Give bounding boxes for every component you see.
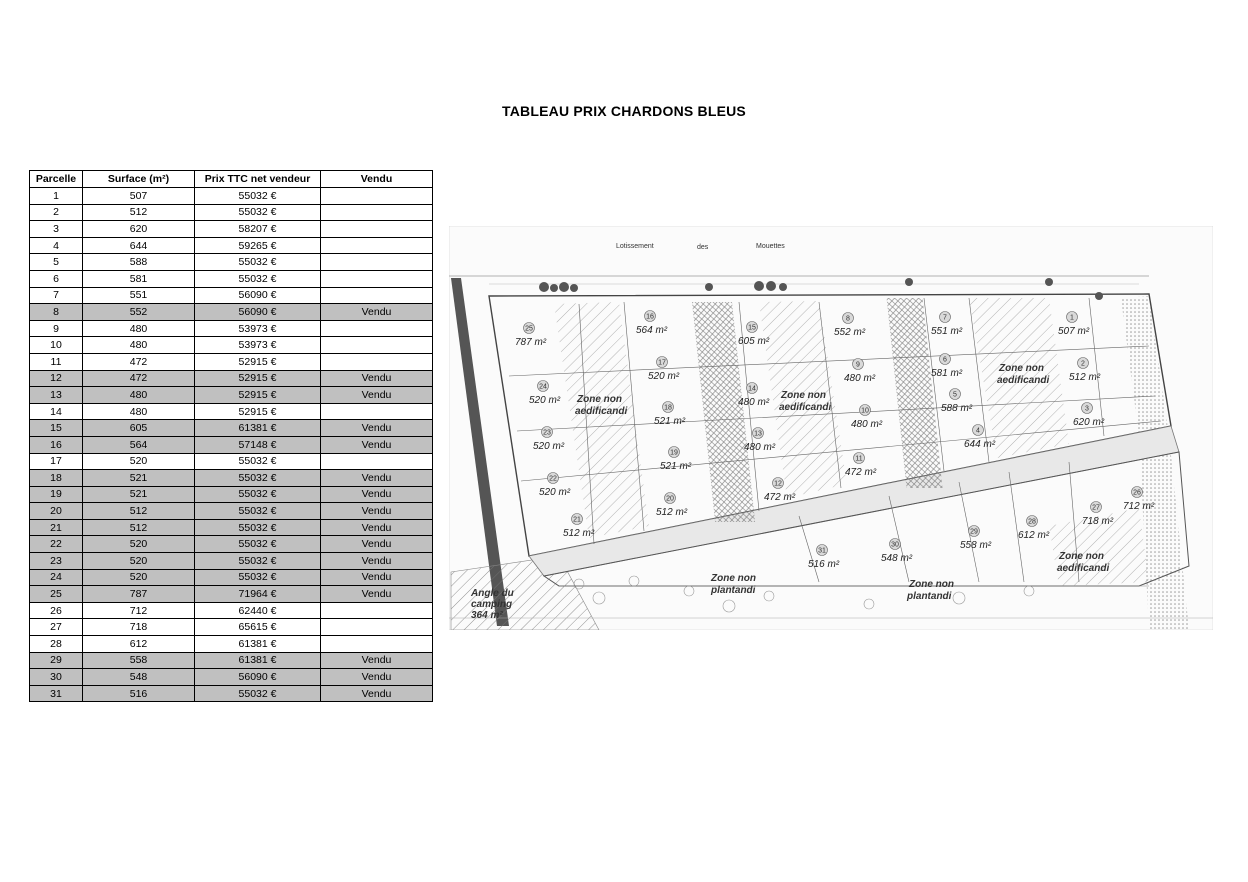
lot-area: 718 m² (1082, 516, 1114, 527)
cell-vendu: Vendu (321, 370, 433, 387)
cell-surface: 644 (83, 237, 195, 254)
cell-surface: 551 (83, 287, 195, 304)
cell-vendu: Vendu (321, 536, 433, 553)
cell-prix: 55032 € (195, 553, 321, 570)
cell-vendu (321, 254, 433, 271)
lot-area: 512 m² (1069, 372, 1101, 383)
cell-prix: 61381 € (195, 652, 321, 669)
cell-vendu (321, 237, 433, 254)
lot-area: 472 m² (845, 467, 877, 478)
cell-surface: 787 (83, 586, 195, 603)
table-row (30, 287, 433, 304)
cell-parcelle: 16 (30, 436, 83, 453)
cell-surface: 520 (83, 569, 195, 586)
cell-vendu (321, 403, 433, 420)
cell-surface: 472 (83, 353, 195, 370)
table-row (30, 685, 433, 702)
table-row (30, 420, 433, 437)
lot-number: 22 (549, 475, 557, 483)
cell-vendu (321, 221, 433, 238)
lot-number: 30 (891, 541, 899, 549)
cell-prix: 55032 € (195, 453, 321, 470)
cell-prix: 71964 € (195, 586, 321, 603)
lot-area: 521 m² (660, 461, 692, 472)
cell-vendu: Vendu (321, 420, 433, 437)
cell-vendu (321, 453, 433, 470)
cell-vendu (321, 337, 433, 354)
lot-number: 8 (846, 315, 850, 323)
lot-area: 551 m² (931, 326, 963, 337)
cell-surface: 605 (83, 420, 195, 437)
plan-header-word: des (697, 244, 709, 251)
lot-number: 3 (1085, 405, 1089, 413)
lot-area: 520 m² (529, 395, 561, 406)
lot-number: 9 (856, 361, 860, 369)
zone-non-aedificandi-label (1057, 551, 1109, 574)
lot-area: 512 m² (656, 507, 688, 518)
cell-vendu: Vendu (321, 304, 433, 321)
table-row (30, 569, 433, 586)
table-row (30, 237, 433, 254)
lot-area: 480 m² (844, 373, 876, 384)
cell-vendu: Vendu (321, 569, 433, 586)
cell-parcelle: 7 (30, 287, 83, 304)
cell-prix: 55032 € (195, 204, 321, 221)
cell-prix: 55032 € (195, 470, 321, 487)
lot-number: 18 (664, 404, 672, 412)
lot-area: 548 m² (881, 553, 913, 564)
cell-parcelle: 22 (30, 536, 83, 553)
table-row (30, 337, 433, 354)
lot-number: 17 (658, 359, 666, 367)
cell-prix: 55032 € (195, 569, 321, 586)
cell-prix: 55032 € (195, 503, 321, 520)
cell-prix: 56090 € (195, 669, 321, 686)
lot-number: 21 (573, 516, 581, 524)
cell-vendu: Vendu (321, 436, 433, 453)
cell-parcelle: 10 (30, 337, 83, 354)
plan-header-word: Mouettes (756, 243, 785, 250)
svg-text:camping: camping (471, 599, 513, 610)
cell-parcelle: 25 (30, 586, 83, 603)
svg-text:Zone non: Zone non (711, 573, 756, 584)
cell-vendu (321, 287, 433, 304)
plan-header-word: Lotissement (616, 243, 654, 250)
lot-number: 16 (646, 313, 654, 321)
lot-number: 11 (855, 455, 863, 463)
lot-number: 7 (943, 314, 947, 322)
lot-area: 787 m² (515, 337, 547, 348)
lot-area: 507 m² (1058, 326, 1090, 337)
cell-vendu (321, 270, 433, 287)
cell-prix: 58207 € (195, 221, 321, 238)
table-row (30, 486, 433, 503)
cell-surface: 512 (83, 519, 195, 536)
svg-text:Zone non: Zone non (781, 390, 826, 401)
svg-text:plantandi: plantandi (907, 591, 952, 602)
cell-parcelle: 27 (30, 619, 83, 636)
lot-number: 27 (1092, 504, 1100, 512)
zone-non-aedificandi-label (575, 394, 627, 417)
cell-surface: 712 (83, 602, 195, 619)
lot-area: 516 m² (808, 559, 840, 570)
lot-area: 564 m² (636, 325, 668, 336)
cell-parcelle: 15 (30, 420, 83, 437)
cell-surface: 480 (83, 403, 195, 420)
cell-vendu: Vendu (321, 669, 433, 686)
site-plan (449, 226, 1213, 630)
cell-surface: 521 (83, 470, 195, 487)
lot-number: 2 (1081, 360, 1085, 368)
cell-parcelle: 19 (30, 486, 83, 503)
table-row (30, 453, 433, 470)
lot-area: 712 m² (1123, 501, 1155, 512)
lot-number: 1 (1070, 314, 1074, 322)
lot-area: 558 m² (960, 540, 992, 551)
cell-surface: 718 (83, 619, 195, 636)
table-row (30, 669, 433, 686)
cell-parcelle: 8 (30, 304, 83, 321)
cell-prix: 62440 € (195, 602, 321, 619)
cell-surface: 480 (83, 337, 195, 354)
header-parcelle: Parcelle (30, 171, 83, 188)
cell-vendu: Vendu (321, 586, 433, 603)
cell-prix: 53973 € (195, 320, 321, 337)
cell-prix: 55032 € (195, 519, 321, 536)
cell-parcelle: 21 (30, 519, 83, 536)
svg-text:aedificandi: aedificandi (575, 406, 628, 417)
cell-parcelle: 13 (30, 387, 83, 404)
svg-text:Zone non: Zone non (909, 579, 954, 590)
cell-parcelle: 3 (30, 221, 83, 238)
lot-area: 480 m² (738, 397, 770, 408)
lot-number: 14 (748, 385, 756, 393)
cell-prix: 61381 € (195, 420, 321, 437)
table-row (30, 436, 433, 453)
table-row (30, 470, 433, 487)
cell-surface: 472 (83, 370, 195, 387)
lot-number: 28 (1028, 518, 1036, 526)
lot-area: 581 m² (931, 368, 963, 379)
cell-surface: 581 (83, 270, 195, 287)
lot-area: 480 m² (744, 442, 776, 453)
svg-text:Zone non: Zone non (999, 363, 1044, 374)
table-row (30, 636, 433, 653)
cell-surface: 564 (83, 436, 195, 453)
lot-number: 23 (543, 429, 551, 437)
cell-surface: 588 (83, 254, 195, 271)
cell-prix: 57148 € (195, 436, 321, 453)
table-row (30, 221, 433, 238)
lot-number: 10 (861, 407, 869, 415)
cell-prix: 56090 € (195, 287, 321, 304)
cell-surface: 620 (83, 221, 195, 238)
cell-prix: 55032 € (195, 270, 321, 287)
cell-surface: 480 (83, 320, 195, 337)
lot-number: 31 (818, 547, 826, 555)
lot-number: 6 (943, 356, 947, 364)
table-row (30, 188, 433, 205)
cell-parcelle: 30 (30, 669, 83, 686)
cell-surface: 520 (83, 553, 195, 570)
table-row (30, 619, 433, 636)
cell-surface: 612 (83, 636, 195, 653)
cell-parcelle: 31 (30, 685, 83, 702)
cell-surface: 520 (83, 453, 195, 470)
svg-text:aedificandi: aedificandi (997, 375, 1050, 386)
cell-vendu: Vendu (321, 387, 433, 404)
zone-non-plantandi-label (710, 573, 756, 596)
lot-number: 29 (970, 528, 978, 536)
cell-vendu: Vendu (321, 553, 433, 570)
lot-number: 24 (539, 383, 547, 391)
table-row (30, 254, 433, 271)
cell-prix: 56090 € (195, 304, 321, 321)
cell-parcelle: 20 (30, 503, 83, 520)
cell-parcelle: 12 (30, 370, 83, 387)
cell-vendu: Vendu (321, 503, 433, 520)
cell-parcelle: 2 (30, 204, 83, 221)
cell-vendu (321, 602, 433, 619)
cell-surface: 520 (83, 536, 195, 553)
cell-parcelle: 5 (30, 254, 83, 271)
cell-vendu (321, 636, 433, 653)
cell-prix: 55032 € (195, 254, 321, 271)
cell-prix: 52915 € (195, 353, 321, 370)
lot-area: 588 m² (941, 403, 973, 414)
cell-parcelle: 17 (30, 453, 83, 470)
table-row (30, 602, 433, 619)
table-row (30, 204, 433, 221)
cell-parcelle: 11 (30, 353, 83, 370)
table-row (30, 353, 433, 370)
header-vendu: Vendu (321, 171, 433, 188)
cell-vendu: Vendu (321, 486, 433, 503)
header-prix: Prix TTC net vendeur (195, 171, 321, 188)
cell-prix: 55032 € (195, 486, 321, 503)
cell-prix: 59265 € (195, 237, 321, 254)
lot-area: 644 m² (964, 439, 996, 450)
lot-number: 26 (1133, 489, 1141, 497)
cell-parcelle: 28 (30, 636, 83, 653)
cell-parcelle: 26 (30, 602, 83, 619)
lot-area: 620 m² (1073, 417, 1105, 428)
cell-vendu (321, 188, 433, 205)
cell-surface: 521 (83, 486, 195, 503)
lot-area: 520 m² (533, 441, 565, 452)
cell-parcelle: 18 (30, 470, 83, 487)
cell-prix: 61381 € (195, 636, 321, 653)
cell-prix: 55032 € (195, 536, 321, 553)
cell-vendu (321, 320, 433, 337)
header-surface: Surface (m²) (83, 171, 195, 188)
cell-surface: 512 (83, 503, 195, 520)
table-row (30, 304, 433, 321)
cell-vendu: Vendu (321, 470, 433, 487)
cell-prix: 55032 € (195, 685, 321, 702)
table-row (30, 320, 433, 337)
cell-vendu: Vendu (321, 685, 433, 702)
lot-area: 552 m² (834, 327, 866, 338)
cell-prix: 55032 € (195, 188, 321, 205)
cell-surface: 516 (83, 685, 195, 702)
cell-parcelle: 1 (30, 188, 83, 205)
cell-surface: 548 (83, 669, 195, 686)
cell-parcelle: 9 (30, 320, 83, 337)
lot-area: 612 m² (1018, 530, 1050, 541)
lot-area: 605 m² (738, 336, 770, 347)
lot-number: 20 (666, 495, 674, 503)
zone-non-aedificandi-label (779, 390, 831, 413)
cell-parcelle: 4 (30, 237, 83, 254)
table-row (30, 586, 433, 603)
lot-number: 5 (953, 391, 957, 399)
lot-area: 521 m² (654, 416, 686, 427)
lot-area: 472 m² (764, 492, 796, 503)
table-header-row (30, 171, 433, 188)
svg-text:Zone non: Zone non (577, 394, 622, 405)
cell-vendu (321, 204, 433, 221)
lot-number: 19 (670, 449, 678, 457)
cell-surface: 480 (83, 387, 195, 404)
lot-number: 13 (754, 430, 762, 438)
cell-parcelle: 14 (30, 403, 83, 420)
cell-prix: 53973 € (195, 337, 321, 354)
cell-vendu (321, 353, 433, 370)
svg-text:plantandi: plantandi (711, 585, 756, 596)
svg-text:364 m²: 364 m² (471, 610, 503, 621)
lot-number: 15 (748, 324, 756, 332)
table-row (30, 403, 433, 420)
cell-prix: 52915 € (195, 403, 321, 420)
cell-surface: 507 (83, 188, 195, 205)
table-row (30, 503, 433, 520)
svg-text:Zone non: Zone non (1059, 551, 1104, 562)
table-row (30, 370, 433, 387)
cell-parcelle: 24 (30, 569, 83, 586)
cell-vendu: Vendu (321, 519, 433, 536)
svg-text:aedificandi: aedificandi (1057, 563, 1110, 574)
cell-prix: 52915 € (195, 387, 321, 404)
zone-non-aedificandi-label (997, 363, 1049, 386)
cell-surface: 512 (83, 204, 195, 221)
svg-text:aedificandi: aedificandi (779, 402, 832, 413)
cell-prix: 65615 € (195, 619, 321, 636)
page-title: TABLEAU PRIX CHARDONS BLEUS (502, 103, 746, 119)
lot-area: 520 m² (648, 371, 680, 382)
lot-number: 4 (976, 427, 980, 435)
lot-area: 512 m² (563, 528, 595, 539)
cell-surface: 552 (83, 304, 195, 321)
table-row (30, 652, 433, 669)
lot-number: 25 (525, 325, 533, 333)
table-row (30, 536, 433, 553)
lot-area: 520 m² (539, 487, 571, 498)
lot-number: 12 (774, 480, 782, 488)
table-row (30, 519, 433, 536)
cell-vendu: Vendu (321, 652, 433, 669)
price-table (29, 170, 433, 702)
cell-prix: 52915 € (195, 370, 321, 387)
svg-text:Angle du: Angle du (471, 588, 514, 599)
cell-parcelle: 29 (30, 652, 83, 669)
cell-parcelle: 23 (30, 553, 83, 570)
table-row (30, 553, 433, 570)
lot-area: 480 m² (851, 419, 883, 430)
cell-surface: 558 (83, 652, 195, 669)
zone-non-plantandi-label (906, 579, 954, 602)
table-row (30, 270, 433, 287)
cell-parcelle: 6 (30, 270, 83, 287)
cell-vendu (321, 619, 433, 636)
table-row (30, 387, 433, 404)
